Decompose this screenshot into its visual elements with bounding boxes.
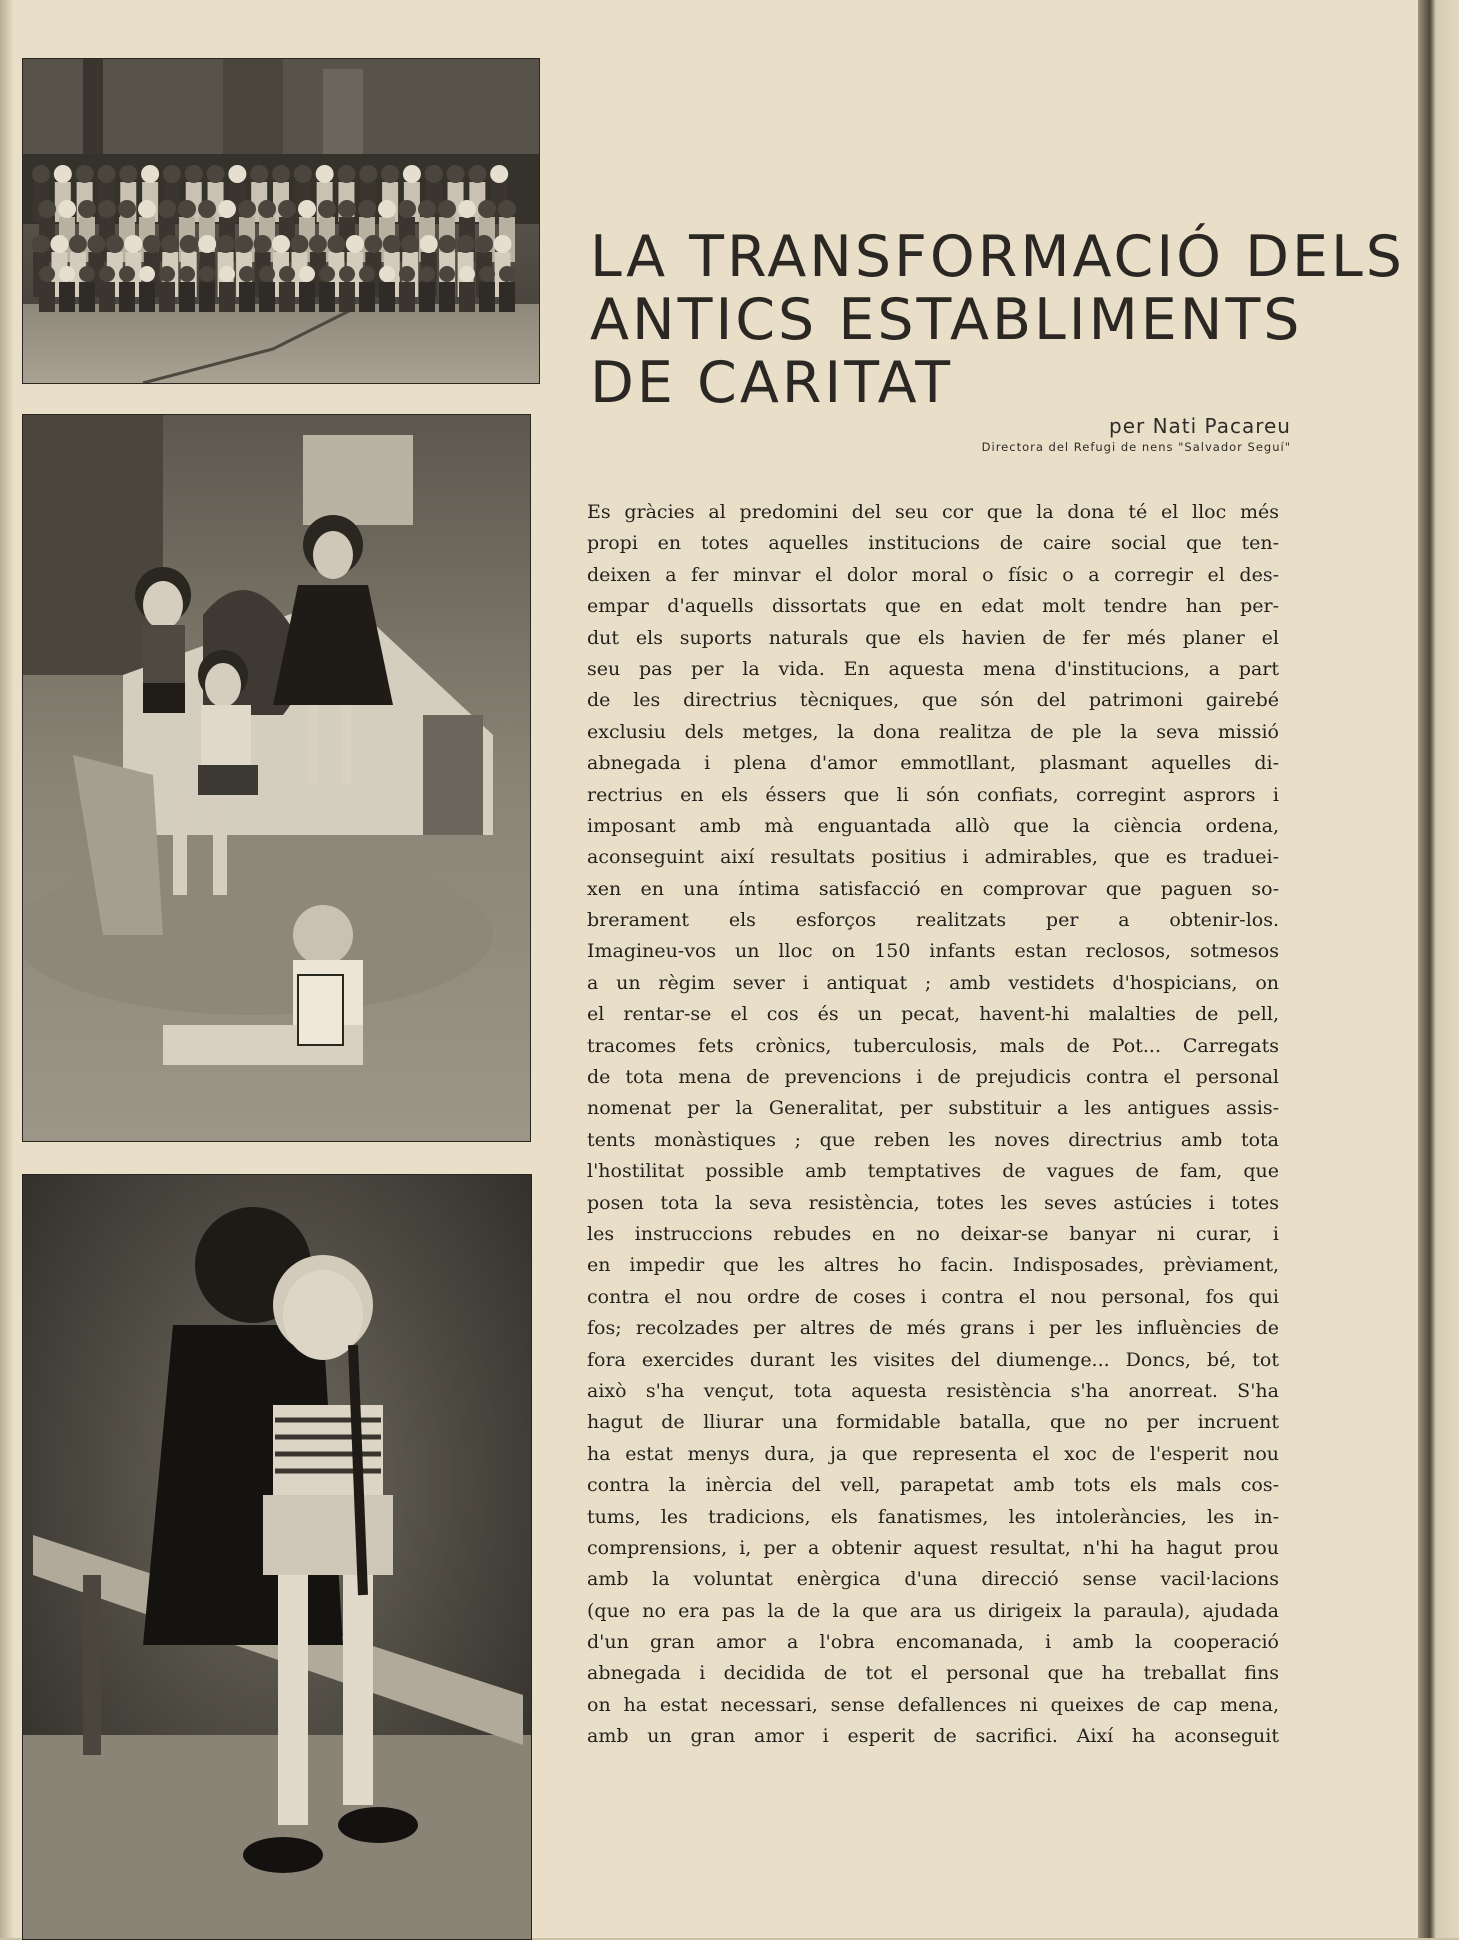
body-line: de tota mena de prevencions i de prejudicis contra el personal <box>587 1066 1279 1089</box>
author-role: Directora del Refugi de nens "Salvador Seguí" <box>981 440 1291 454</box>
group-photo <box>22 58 540 384</box>
body-line: propi en totes aquelles institucions de caire social que ten- <box>587 532 1279 555</box>
body-line: comprensions, i, per a obtenir aquest resultat, n'hi ha hagut prou <box>587 1536 1279 1559</box>
title-line: LA TRANSFORMACIÓ DELS <box>590 224 1405 290</box>
body-line: fos; recolzades per altres de més grans i per les influències de <box>587 1317 1279 1340</box>
body-line: això s'ha vençut, tota aquesta resistència s'ha anorreat. S'ha <box>587 1379 1279 1402</box>
body-line: el rentar-se el cos és un pecat, havent-hi malalties de pell, <box>587 1003 1279 1026</box>
body-line: rectrius en els éssers que li són confiats, corregint asprors i <box>587 783 1279 806</box>
byline <box>982 414 1291 454</box>
body-line: tents monàstiques ; que reben les noves directrius amb tota <box>587 1128 1279 1151</box>
children-playing-photo <box>22 414 531 1142</box>
article-body <box>587 497 1279 1753</box>
body-line: l'hostilitat possible amb temptatives de vagues de fam, que <box>587 1160 1279 1183</box>
body-line: en impedir que les altres ho facin. Indisposades, prèviament, <box>587 1254 1279 1277</box>
title-line: DE CARITAT <box>590 350 954 416</box>
body-line: contra el nou ordre de coses i contra el nou personal, fos qui <box>587 1285 1279 1308</box>
body-line: imposant amb mà enguantada allò que la ciència ordena, <box>587 814 1279 837</box>
body-line: xen en una íntima satisfacció en comprovar que paguen so- <box>587 877 1279 900</box>
body-line: tums, les tradicions, els fanatismes, les intoleràncies, les in- <box>587 1505 1279 1528</box>
body-line: deixen a fer minvar el dolor moral o físic o a corregir el des- <box>587 563 1279 586</box>
two-children-photo <box>22 1174 532 1940</box>
body-line: abnegada i plena d'amor emmotllant, plasmant aquelles di- <box>587 752 1279 775</box>
gutter-shadow <box>0 0 14 1938</box>
article-title <box>590 224 1405 416</box>
body-line: brerament els esforços realitzats per a obtenir-los. <box>587 909 1279 932</box>
body-line: contra la inèrcia del vell, parapetat amb tots els mals cos- <box>587 1474 1279 1497</box>
body-line: seu pas per la vida. En aquesta mena d'institucions, a part <box>587 657 1279 680</box>
author-name: per Nati Pacareu <box>1109 414 1291 438</box>
page-edge <box>1418 0 1459 1938</box>
body-line: a un règim sever i antiquat ; amb vestidets d'hospicians, on <box>587 971 1279 994</box>
body-line: on ha estat necessari, sense defallences ni queixes de cap mena, <box>587 1693 1279 1716</box>
body-line: de les directrius tècniques, que són del patrimoni gairebé <box>587 689 1279 712</box>
body-line: empar d'aquells dissortats que en edat molt tendre han per- <box>587 595 1279 618</box>
body-line: Es gràcies al predomini del seu cor que la dona té el lloc més <box>587 501 1279 523</box>
body-line: amb la voluntat enèrgica d'una direcció sense vacil·lacions <box>587 1568 1279 1591</box>
body-line: nomenat per la Generalitat, per substituir a les antigues assis- <box>587 1097 1279 1120</box>
body-line: hagut de lliurar una formidable batalla, que no per incruent <box>587 1411 1279 1434</box>
body-line: (que no era pas la de la que ara us dirigeix la paraula), ajudada <box>587 1599 1279 1622</box>
body-line: tracomes fets crònics, tuberculosis, mals de Pot... Carregats <box>587 1034 1279 1057</box>
body-line: d'un gran amor a l'obra encomanada, i amb la cooperació <box>587 1631 1279 1654</box>
body-line: exclusiu dels metges, la dona realitza de ple la seva missió <box>587 720 1279 743</box>
body-line: amb un gran amor i esperit de sacrifici. Així ha aconseguit <box>587 1725 1279 1748</box>
body-line: abnegada i decidida de tot el personal que ha treballat fins <box>587 1662 1279 1685</box>
body-line: fora exercides durant les visites del diumenge... Doncs, bé, tot <box>587 1348 1279 1371</box>
body-line: les instruccions rebudes en no deixar-se banyar ni curar, i <box>587 1222 1279 1245</box>
body-line: ha estat menys dura, ja que representa el xoc de l'esperit nou <box>587 1442 1279 1465</box>
body-line: Imagineu-vos un lloc on 150 infants estan reclosos, sotmesos <box>587 940 1279 963</box>
body-line: dut els suports naturals que els havien de fer més planer el <box>587 626 1279 649</box>
body-line: aconseguint així resultats positius i admirables, que es traduei- <box>587 846 1279 869</box>
title-line: ANTICS ESTABLIMENTS <box>590 287 1303 353</box>
body-line: posen tota la seva resistència, totes les seves astúcies i totes <box>587 1191 1279 1214</box>
